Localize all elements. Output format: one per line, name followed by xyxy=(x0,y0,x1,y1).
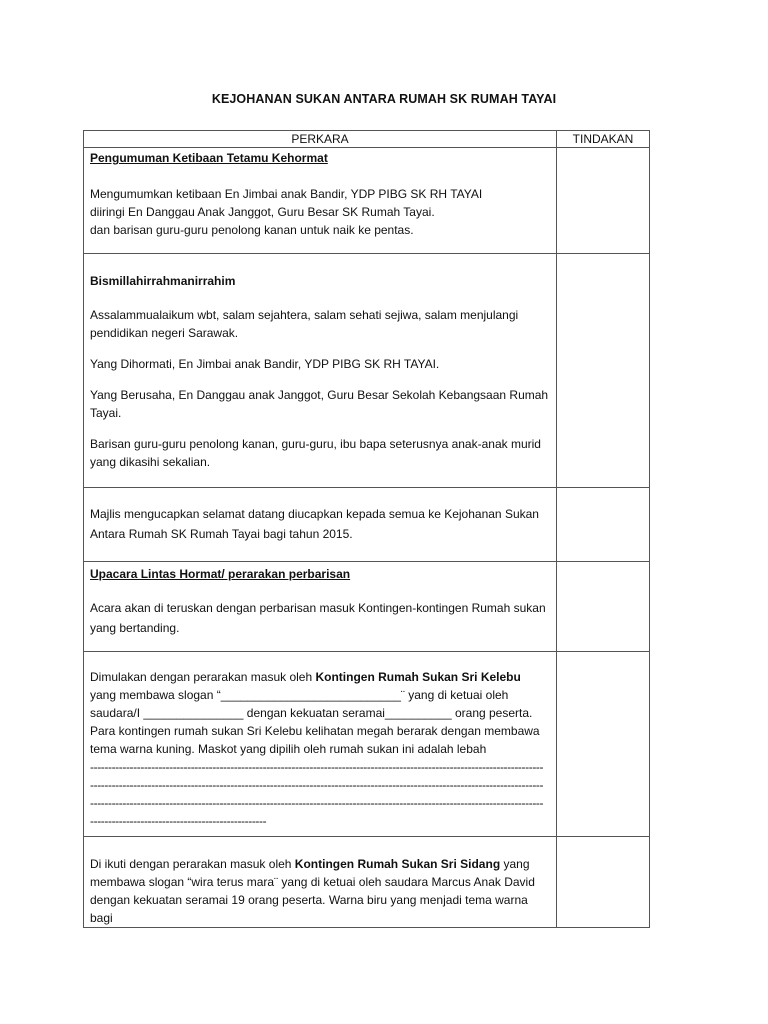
perkara-cell xyxy=(84,488,557,562)
row-text xyxy=(90,668,550,758)
kontingen-name: Kontingen Rumah Sukan Sri Kelebu xyxy=(315,670,521,684)
row-text xyxy=(90,855,550,927)
header-tindakan: TINDAKAN xyxy=(557,131,650,148)
dashed-line: ------------------------------------------------------------------------------------------------------------------------------ xyxy=(90,760,544,774)
tindakan-cell xyxy=(557,488,650,562)
table-row xyxy=(84,837,650,928)
row-text-post: yang membawa slogan “wira terus mara¨ yang di ketuai oleh saudara Marcus Anak David dengan kekuatan seramai 19 orang peserta. Warna biru yang menjadi tema warna bagi xyxy=(90,857,535,925)
row-heading: Bismillahirrahmanirrahim xyxy=(90,274,236,288)
perkara-cell xyxy=(84,254,557,488)
row-text: Mengumumkan ketibaan En Jimbai anak Bandir, YDP PIBG SK RH TAYAI xyxy=(90,187,483,201)
row-text: Acara akan di teruskan dengan perbarisan masuk Kontingen-kontingen Rumah sukan yang bertanding. xyxy=(90,601,546,635)
row-text: Yang Berusaha, En Danggau anak Janggot, Guru Besar Sekolah Kebangsaan Rumah Tayai. xyxy=(90,388,549,420)
table-header-row xyxy=(84,131,650,148)
row-text: Majlis mengucapkan selamat datang diucapkan kepada semua ke Kejohanan Sukan Antara Rumah SK Rumah Tayai bagi tahun 2015. xyxy=(90,507,539,541)
row-heading: Pengumuman Ketibaan Tetamu Kehormat xyxy=(90,151,328,165)
row-text: dan barisan guru-guru penolong kanan untuk naik ke pentas. xyxy=(90,223,414,237)
perkara-cell xyxy=(84,562,557,652)
tindakan-cell xyxy=(557,562,650,652)
table-row xyxy=(84,254,650,488)
tindakan-cell xyxy=(557,652,650,837)
row-text: Yang Dihormati, En Jimbai anak Bandir, YDP PIBG SK RH TAYAI. xyxy=(90,357,440,371)
perkara-cell xyxy=(84,837,557,928)
row-text-pre: Di ikuti dengan perarakan masuk oleh xyxy=(90,857,295,871)
table-row xyxy=(84,488,650,562)
row-heading: Upacara Lintas Hormat/ perarakan perbarisan xyxy=(90,567,351,581)
row-text-pre: Dimulakan dengan perarakan masuk oleh xyxy=(90,670,316,684)
header-perkara: PERKARA xyxy=(84,131,557,148)
tindakan-cell xyxy=(557,837,650,928)
table-row xyxy=(84,148,650,254)
dashed-line: ------------------------------------------------------------------------------------------------------------------------------ xyxy=(90,778,544,792)
tindakan-cell xyxy=(557,254,650,488)
table-row xyxy=(84,562,650,652)
row-text: Barisan guru-guru penolong kanan, guru-guru, ibu bapa seterusnya anak-anak murid yang dikasihi sekalian. xyxy=(90,437,541,469)
perkara-cell xyxy=(84,148,557,254)
dashed-line: ------------------------------------------------------------------------------------------------------------------------------ xyxy=(90,796,544,810)
tindakan-cell xyxy=(557,148,650,254)
document-title: KEJOHANAN SUKAN ANTARA RUMAH SK RUMAH TAYAI xyxy=(211,92,557,106)
table-row xyxy=(84,652,650,837)
row-text: Assalammualaikum wbt, salam sejahtera, salam sehati sejiwa, salam menjulangi pendidikan negeri Sarawak. xyxy=(90,308,519,340)
row-text-post: yang membawa slogan “___________________________¨ yang di ketuai oleh saudara/I _______________ dengan kekuatan seramai__________ orang peserta. Para kontingen rumah sukan Sri Kelebu kelihatan megah berarak dengan membawa tema warna kuning. Maskot yang dipilih oleh rumah sukan ini adalah lebah xyxy=(90,688,540,756)
dashed-line: ------------------------------------------------- xyxy=(90,814,267,828)
row-text: diiringi En Danggau Anak Janggot, Guru Besar SK Rumah Tayai. xyxy=(90,205,435,219)
perkara-cell xyxy=(84,652,557,837)
kontingen-name: Kontingen Rumah Sukan Sri Sidang xyxy=(294,857,501,871)
agenda-table xyxy=(83,130,650,928)
